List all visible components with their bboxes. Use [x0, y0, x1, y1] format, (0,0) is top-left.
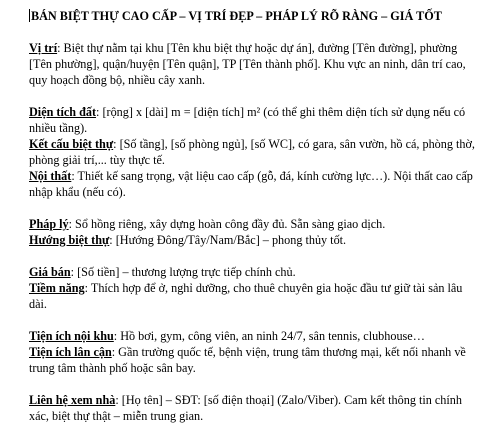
section-label: Tiềm năng [29, 281, 85, 295]
blank-line [29, 24, 475, 40]
section-text: : Biệt thự nằm tại khu [Tên khu biệt thự hoặc dự án], đường [Tên đường], phường [Tên phường], quận/huyện [Tên quận], TP [Tên thành phố]. Khu vực an ninh, dân trí cao, quy hoạch đồng bộ, nhiều cây xanh. [29, 41, 466, 87]
document-title-text: BÁN BIỆT THỰ CAO CẤP – VỊ TRÍ ĐẸP – PHÁP LÝ RÕ RÀNG – GIÁ TỐT [31, 9, 442, 23]
section-orientation [29, 232, 475, 248]
section-text: : Gần trường quốc tế, bệnh viện, trung tâm thương mại, kết nối nhanh về trung tâm thành phố hoặc sân bay. [29, 345, 466, 375]
blank-line [29, 200, 475, 216]
section-label: Tiện ích lân cận [29, 345, 112, 359]
section-label: Vị trí [29, 41, 58, 55]
blank-line [29, 376, 475, 392]
section-contact [29, 392, 475, 424]
section-text: : Thiết kế sang trọng, vật liệu cao cấp (gỗ, đá, kính cường lực…). Nội thất cao cấp nhập khẩu (nếu có). [29, 169, 473, 199]
section-text: : Hồ bơi, gym, công viên, an ninh 24/7, sân tennis, clubhouse… [113, 329, 425, 343]
section-nearby-amenities [29, 344, 475, 376]
document-page[interactable] [29, 8, 475, 424]
section-label: Tiện ích nội khu [29, 329, 114, 343]
section-price [29, 264, 475, 280]
section-location [29, 40, 475, 88]
section-legal [29, 216, 475, 232]
section-land-area [29, 104, 475, 136]
section-interior [29, 168, 475, 200]
blank-line [29, 248, 475, 264]
section-text: : [Số tầng], [số phòng ngủ], [số WC], có gara, sân vườn, hồ cá, phòng thờ, phòng giải trí,... tùy thực tế. [29, 137, 475, 167]
section-label: Pháp lý [29, 217, 69, 231]
section-internal-amenities [29, 328, 475, 344]
blank-line [29, 312, 475, 328]
section-text: : Thích hợp để ở, nghỉ dưỡng, cho thuê chuyên gia hoặc đầu tư giữ tài sản lâu dài. [29, 281, 463, 311]
section-text: : Sổ hồng riêng, xây dựng hoàn công đầy đủ. Sẵn sàng giao dịch. [68, 217, 386, 231]
section-label: Diện tích đất [29, 105, 97, 119]
section-label: Nội thất [29, 169, 72, 183]
section-label: Hướng biệt thự [29, 233, 110, 247]
document-title [29, 8, 475, 24]
section-structure [29, 136, 475, 168]
section-label: Kết cấu biệt thự [29, 137, 114, 151]
text-cursor [29, 9, 30, 22]
section-text: : [Hướng Đông/Tây/Nam/Bắc] – phong thủy tốt. [109, 233, 347, 247]
blank-line [29, 88, 475, 104]
section-label: Liên hệ xem nhà [29, 393, 116, 407]
section-label: Giá bán [29, 265, 71, 279]
section-potential [29, 280, 475, 312]
section-text: : [Họ tên] – SĐT: [số điện thoại] (Zalo/Viber). Cam kết thông tin chính xác, biệt thự thật – miễn trung gian. [29, 393, 462, 423]
section-text: : [rộng] x [dài] m = [diện tích] m² (có thể ghi thêm diện tích sử dụng nếu có nhiều tầng). [29, 105, 466, 135]
section-text: : [Số tiền] – thương lượng trực tiếp chính chủ. [70, 265, 296, 279]
